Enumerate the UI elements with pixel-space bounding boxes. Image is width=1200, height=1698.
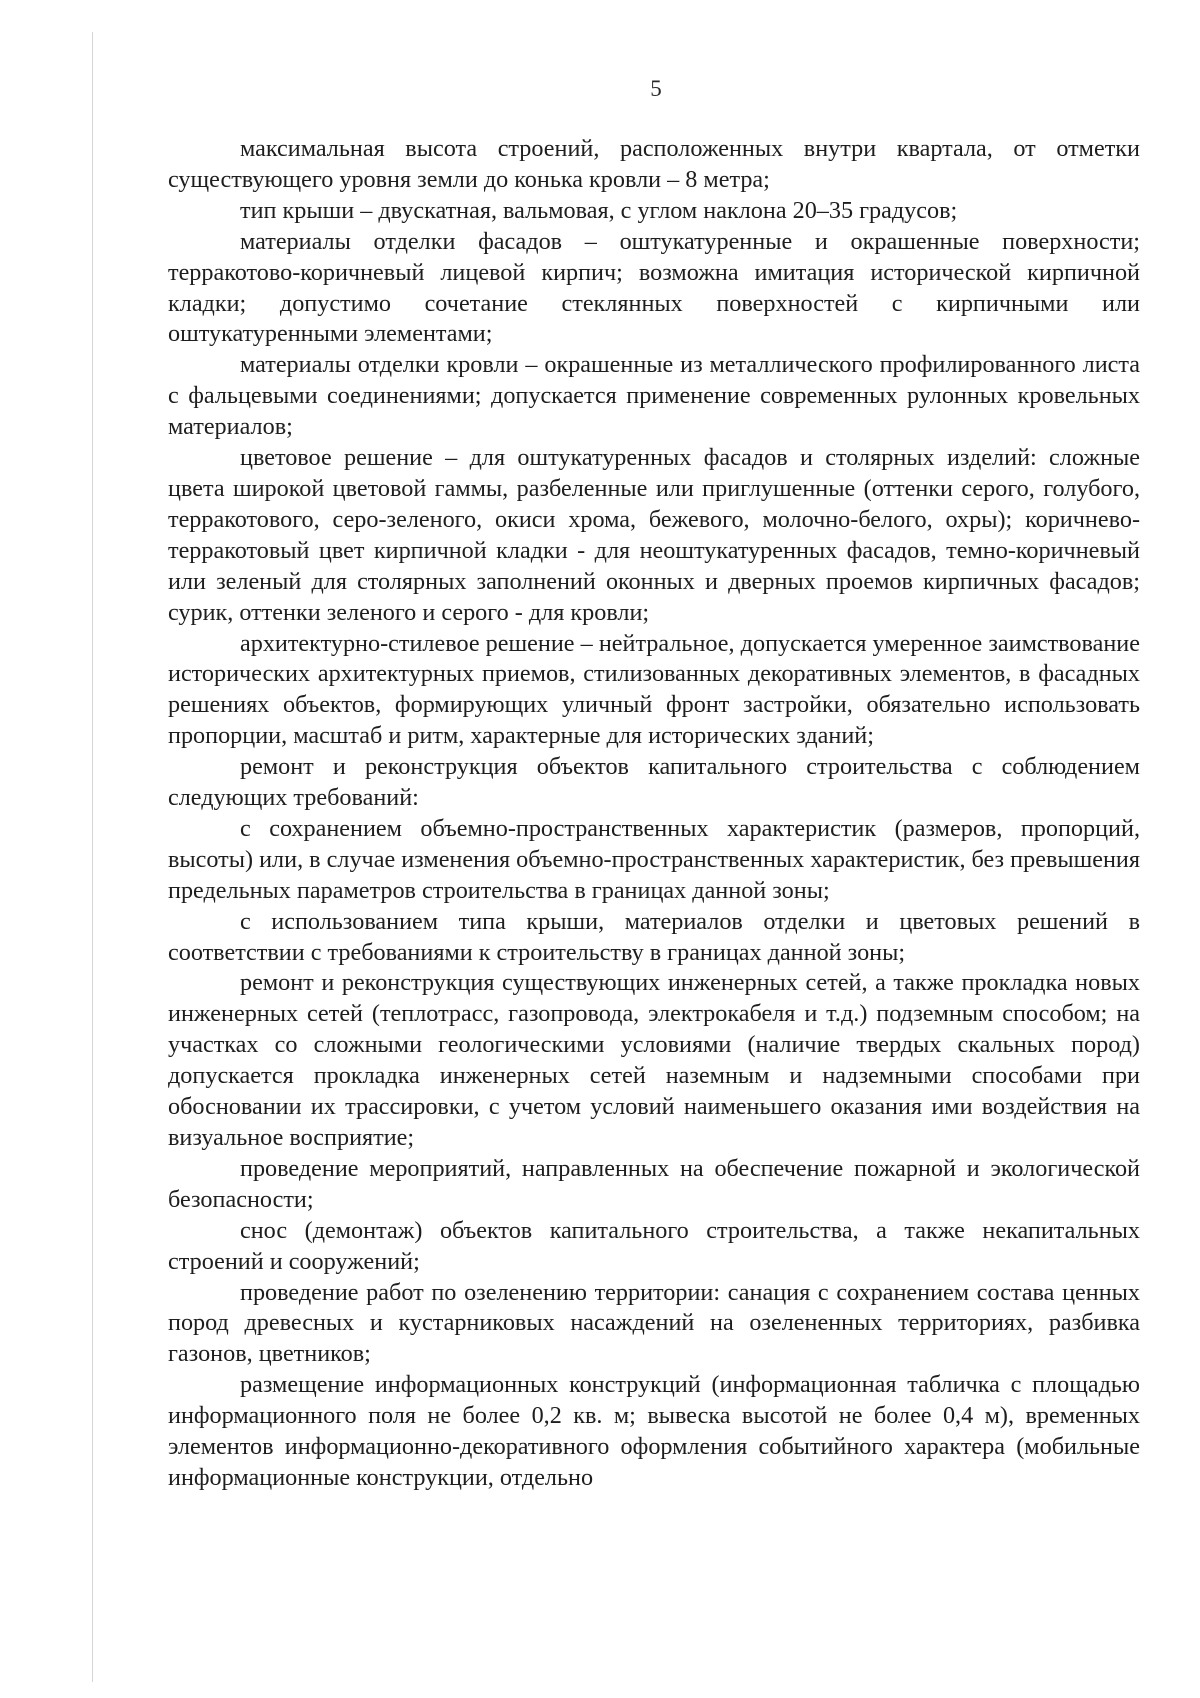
paragraph-color-scheme: цветовое решение – для оштукатуренных фасадов и столярных изделий: сложные цвета широкой цветовой гаммы, разбеленные или приглушенные (оттенки серого, голубого, терракотового, серо-зеленого, окиси хрома, бежевого, молочно-белого, охры); коричнево-терракотовый цвет кирпичной кладки - для неоштукатуренных фасадов, темно-коричневый или зеленый для столярных заполнений оконных и дверных проемов кирпичных фасадов; сурик, оттенки зеленого и серого - для кровли;	[168, 444, 1140, 626]
paragraph-fire-safety: проведение мероприятий, направленных на обеспечение пожарной и экологической безопасности;	[168, 1154, 1140, 1213]
paragraph-landscaping: проведение работ по озеленению территории: санация с сохранением состава ценных пород древесных и кустарниковых насаждений на озелененных территориях, разбивка газонов, цветников;	[168, 1278, 1140, 1368]
paragraph-roof-and-finish-use: с использованием типа крыши, материалов отделки и цветовых решений в соответствии с требованиями к строительству в границах данной зоны;	[168, 907, 1140, 966]
paragraph-information-signs: размещение информационных конструкций (информационная табличка с площадью информационного поля не более 0,2 кв. м; вывеска высотой не более 0,4 м), временных элементов информационно-декоративного оформления событийного характера (мобильные информационные конструкции, отдельно	[168, 1371, 1140, 1491]
paragraph-roof-type: тип крыши – двускатная, вальмовая, с углом наклона 20–35 градусов;	[240, 196, 958, 224]
paragraph-repair-requirements: ремонт и реконструкция объектов капитального строительства с соблюдением следующих требований:	[168, 753, 1140, 812]
paragraph-volume-preservation: с сохранением объемно-пространственных характеристик (размеров, пропорций, высоты) или, в случае изменения объемно-пространственных характеристик, без превышения предельных параметров строительства в границах данной зоны;	[168, 814, 1140, 904]
paragraph-facade-materials: материалы отделки фасадов – оштукатуренные и окрашенные поверхности; терракотово-коричневый лицевой кирпич; возможна имитация исторической кирпичной кладки; допустимо сочетание стеклянных поверхностей с кирпичными или оштукатуренными элементами;	[168, 227, 1140, 348]
page-number: 5	[650, 76, 662, 101]
paragraph-max-height: максимальная высота строений, расположенных внутри квартала, от отметки существующего уровня земли до конька кровли – 8 метра;	[168, 135, 1140, 193]
paragraph-architectural-style: архитектурно-стилевое решение – нейтральное, допускается умеренное заимствование исторических архитектурных приемов, стилизованных декоративных элементов, в фасадных решениях объектов, формирующих уличный фронт застройки, обязательно использовать пропорции, масштаб и ритм, характерные для исторических зданий;	[168, 629, 1140, 750]
paragraph-roof-materials: материалы отделки кровли – окрашенные из металлического профилированного листа с фальцевыми соединениями; допускается применение современных рулонных кровельных материалов;	[168, 351, 1140, 441]
document-body	[168, 134, 1140, 1494]
paragraph-utility-networks: ремонт и реконструкция существующих инженерных сетей, а также прокладка новых инженерных сетей (теплотрасс, газопровода, электрокабеля и т.д.) подземным способом; на участках со сложными геологическими условиями (наличие твердых скальных пород) допускается прокладка инженерных сетей наземным и надземными способами при обосновании их трассировки, с учетом условий наименьшего оказания ими воздействия на визуальное восприятие;	[168, 969, 1140, 1151]
scan-margin-line	[92, 32, 93, 1682]
paragraph-demolition: снос (демонтаж) объектов капитального строительства, а также некапитальных строений и сооружений;	[168, 1216, 1140, 1275]
